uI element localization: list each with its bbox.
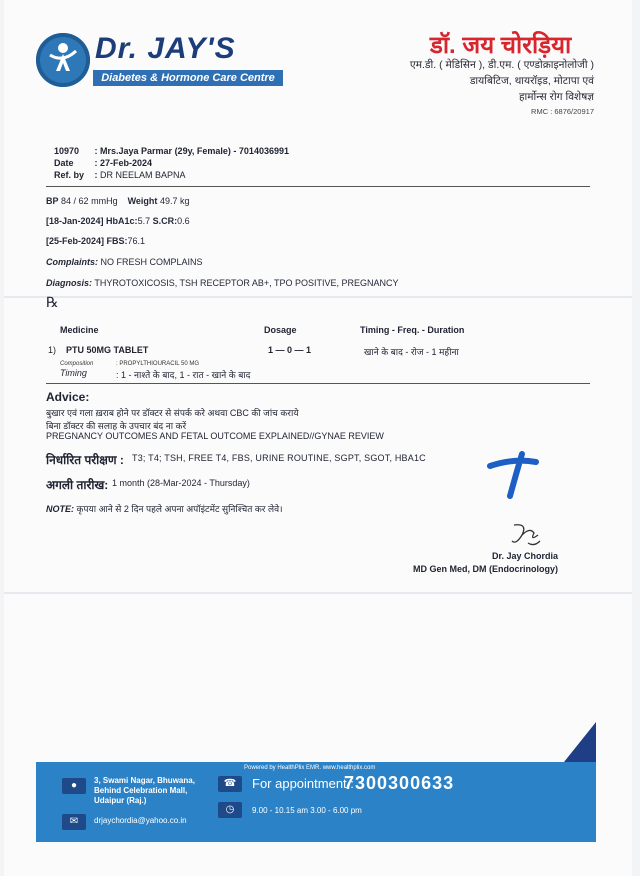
- ref-label: Ref. by: [54, 170, 85, 180]
- composition-value: : PROPYLTHIOURACIL 50 MG: [116, 361, 200, 367]
- doctor-name: Dr. Jay Chordia: [491, 551, 558, 561]
- lab-result-row: [25-Feb-2024] FBS:76.1: [46, 236, 146, 246]
- advice-line: PREGNANCY OUTCOMES AND FETAL OUTCOME EXPLAINED//GYNAE REVIEW: [46, 431, 384, 441]
- medicine-name: PTU 50MG TABLET: [66, 345, 149, 355]
- medicine-header: Medicine: [60, 325, 99, 335]
- clinic-logo-title: Dr. JAY'S: [95, 32, 236, 65]
- weight-value: 49.7 kg: [159, 196, 190, 206]
- followup-label: अगली तारीख:: [46, 478, 109, 492]
- date-label: Date: [54, 158, 74, 168]
- referring-doctor: DR NEELAM BAPNA: [100, 170, 186, 180]
- qualification-line: एम.डी. ( मेडिसिन ), डी.एम. ( एण्डोक्राइनोलोजी ): [409, 59, 594, 71]
- referral-row: Ref. by : DR NEELAM BAPNA: [54, 170, 186, 180]
- timing-header: Timing - Freq. - Duration: [360, 325, 465, 335]
- qualification-line: डायबिटिज, थायरॉइड, मोटापा एवं: [469, 75, 594, 87]
- clinic-address: 3, Swami Nagar, Bhuwana, Behind Celebration Mall, Udaipur (Raj.): [94, 776, 195, 805]
- followup-date: 1 month (28-Mar-2024 - Thursday): [112, 478, 250, 488]
- patient-id: 10970: [54, 146, 80, 156]
- clinic-email: drjaychordia@yahoo.co.in: [94, 816, 187, 825]
- rx-symbol: ℞: [46, 294, 59, 310]
- composition-label: Composition: [60, 361, 94, 367]
- clinic-hours: 9.00 - 10.15 am 3.00 - 6.00 pm: [252, 806, 362, 815]
- advice-line: बुखार एवं गला ख़राब होने पर डॉक्टर से संपर्क करे अथवा CBC की जांच कराये: [46, 408, 299, 418]
- lab-result-row: [18-Jan-2024] HbA1c:5.7 S.CR:0.6: [46, 216, 190, 226]
- advice-line: बिना डॉक्टर की सलाह के उपचार बंद ना करें: [46, 421, 187, 431]
- medicine-index: 1): [48, 345, 57, 355]
- visit-date: 27-Feb-2024: [100, 158, 153, 168]
- dosage-header: Dosage: [264, 325, 297, 335]
- patient-row: 10970 : Mrs.Jaya Parmar (29y, Female) - 7014036991: [54, 146, 289, 156]
- clinic-logo-tagline: Diabetes & Hormone Care Centre: [93, 70, 283, 86]
- investigations-list: T3; T4; TSH, FREE T4, FBS, URINE ROUTINE, SGPT, SGOT, HBA1C: [132, 453, 426, 463]
- note-row: NOTE: कृपया आने से 2 दिन पहले अपना अपॉइंटमेंट सुनिश्चित कर लेवे।: [46, 504, 283, 514]
- powered-by: Powered by HealthPlix EMR. www.healthplix.com: [244, 765, 376, 771]
- doctor-name-hindi: डॉ. जय चोरड़िया: [430, 32, 572, 59]
- bp-value: 84 / 62: [61, 196, 89, 206]
- medicine-timing: खाने के बाद - रोज - 1 महीना: [364, 347, 459, 357]
- timing-detail: : 1 - नाश्ते के बाद, 1 - रात - खाने के बाद: [116, 370, 251, 380]
- investigations-label: निर्धारित परीक्षण :: [46, 453, 124, 467]
- date-row: Date : 27-Feb-2024: [54, 158, 153, 168]
- patient-name: Mrs.Jaya Parmar (29y, Female) - 7014036991: [100, 146, 289, 156]
- appointment-phone[interactable]: 7300300633: [344, 773, 455, 793]
- medicine-dosage: 1 — 0 — 1: [268, 345, 312, 355]
- timing-label: Timing: [60, 368, 87, 378]
- doctor-degrees: MD Gen Med, DM (Endocrinology): [413, 564, 558, 574]
- qualification-line: हार्मोन्स रोग विशेषज्ञ: [518, 91, 594, 103]
- phone-icon: ☎: [218, 776, 242, 792]
- rmc-number: RMC : 6876/20917: [531, 107, 594, 116]
- appointment-label: For appointment :: [252, 776, 354, 791]
- email-icon: ✉: [62, 814, 86, 830]
- complaints-row: Complaints: NO FRESH COMPLAINS: [46, 257, 203, 267]
- vitals-row: BP 84 / 62 mmHg Weight 49.7 kg: [46, 196, 190, 206]
- diagnosis-row: Diagnosis: THYROTOXICOSIS, TSH RECEPTOR AB+, TPO POSITIVE, PREGNANCY: [46, 278, 399, 288]
- location-icon: ●: [62, 778, 86, 794]
- advice-heading: Advice:: [46, 390, 90, 404]
- clock-icon: ◷: [218, 802, 242, 818]
